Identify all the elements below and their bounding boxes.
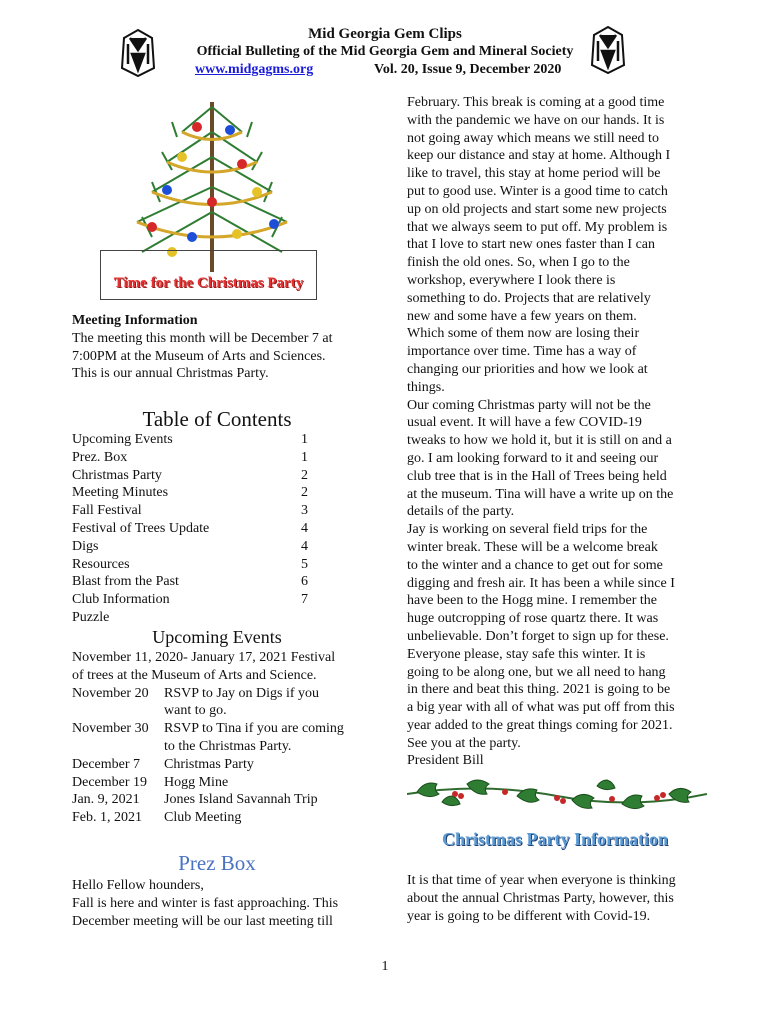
letter-line: that we always seem to put off. My problem is [407,219,668,235]
society-logo-right-icon [588,25,628,75]
toc-entry[interactable]: Club Information 7 [72,592,308,608]
toc-heading: Table of Contents [142,407,292,431]
toc-entry[interactable]: Digs 4 [72,538,308,554]
volume-issue: Vol. 20, Issue 9, December 2020 [374,62,562,77]
event-row: to the Christmas Party. [164,738,292,754]
party-line: year is going to be different with Covid-19. [407,908,651,924]
event-row: Feb. 1, 2021 Club Meeting [72,810,242,826]
toc-entry[interactable]: Prez. Box 1 [72,449,308,465]
christmas-tree-icon [112,92,312,272]
letter-line: Which some of them now are losing their [407,326,640,342]
party-info-text [407,872,707,925]
meeting-information [72,312,362,383]
events-intro-line: of trees at the Museum of Arts and Science. [72,667,317,683]
meeting-line: The meeting this month will be December 7 at [72,330,333,346]
letter-line: importance over time. Time has a way of [407,344,637,360]
letter-line: in there and beat this thing. 2021 is going to be [407,682,671,698]
letter-line: finish the old ones. So, when I go to the [407,255,630,271]
letter-line: like to travel, this stay at home period will be [407,166,661,182]
prez-line: December meeting will be our last meeting till [72,913,333,929]
letter-line: things. [407,379,445,395]
event-row: December 7 Christmas Party [72,756,254,772]
letter-line: changing our priorities and how we look at [407,361,648,377]
letter-line: year added to the great things coming for 2021. [407,717,673,733]
page-number: 1 [381,959,389,974]
website-link[interactable]: www.midgagms.org [195,62,314,77]
letter-line: at the museum. Tina will have a write up on the [407,486,674,502]
newsletter-title: Mid Georgia Gem Clips [308,26,462,42]
letter-line: Jay is working on several field trips for the [407,522,648,538]
christmas-party-banner: Time for the Christmas Party [113,275,304,291]
meeting-line: 7:00PM at the Museum of Arts and Sciences. [72,348,326,364]
party-line: about the annual Christmas Party, however, this [407,890,674,906]
letter-line: going to be along one, but we all need to hang [407,664,666,680]
party-info-heading: Christmas Party Information [442,829,668,849]
meeting-line: This is our annual Christmas Party. [72,366,269,382]
toc-entry[interactable]: Resources 5 [72,556,308,572]
toc-entry[interactable]: Upcoming Events 1 [72,432,308,447]
letter-line: club tree that is in the Hall of Trees being held [407,468,667,484]
letter-line: to the winter and a chance to get out for some [407,557,663,573]
toc-entry[interactable]: Meeting Minutes 2 [72,485,308,501]
letter-line: workshop, everywhere I look there is [407,272,616,288]
event-row: want to go. [164,703,227,719]
president-letter [407,94,707,770]
letter-line: that I love to start new ones faster than I can [407,237,656,253]
event-row: December 19 Hogg Mine [72,774,229,790]
toc-entry[interactable]: Festival of Trees Update 4 [72,520,308,536]
prez-box-text [72,877,372,930]
events-intro-line: November 11, 2020- January 17, 2021 Festival [72,650,336,665]
letter-line: something to do. Projects that are relatively [407,290,651,306]
letter-line: keep our distance and stay at home. Although I [407,148,671,164]
letter-line: See you at the party. [407,735,521,751]
toc-entry[interactable]: Puzzle [72,609,110,625]
letter-line: usual event. It will have a few COVID-19 [407,415,642,431]
letter-line: digging and fresh air. It has been a while since I [407,575,675,591]
letter-line: go. I am looking forward to it and seeing our [407,450,659,466]
letter-line: Everyone please, stay safe this winter. It is [407,646,646,662]
letter-line: new and some have a few years on them. [407,308,637,324]
meeting-heading: Meeting Information [72,313,198,328]
prez-line: Fall is here and winter is fast approaching. This [72,895,339,911]
toc-entry[interactable]: Fall Festival 3 [72,503,308,519]
newsletter-subtitle: Official Bulleting of the Mid Georgia Gem and Mineral Society [196,44,574,59]
letter-line: a big year with all of what was put off from this [407,700,675,716]
holly-garland-icon [407,774,707,816]
upcoming-events [72,649,367,827]
event-row: November 20 RSVP to Jay on Digs if you [72,685,320,701]
letter-line: up on old projects and start some new projects [407,201,667,217]
event-row: November 30 RSVP to Tina if you are coming [72,721,344,737]
letter-line: put to good use. Winter is a good time to catch [407,183,668,199]
letter-line: winter break. These will be a welcome break [407,539,658,555]
letter-line: tweaks to how we hold it, but it is still on and a [407,433,672,449]
society-logo-left-icon [118,28,158,78]
prez-box-heading: Prez Box [178,851,256,875]
letter-line: huge outcropping of rose quartz there. It was [407,611,659,627]
party-line: It is that time of year when everyone is thinking [407,873,676,888]
letter-line: unbelievable. Don’t forget to sign up for these. [407,628,669,644]
letter-line: President Bill [407,753,484,769]
letter-line: have been to the Hogg mine. I remember the [407,593,657,609]
letter-line: Our coming Christmas party will not be the [407,397,651,413]
toc-entry[interactable]: Christmas Party 2 [72,467,308,483]
events-heading: Upcoming Events [152,627,282,647]
prez-line: Hello Fellow hounders, [72,878,204,893]
event-row: Jan. 9, 2021 Jones Island Savannah Trip [72,792,318,808]
letter-line: details of the party. [407,504,515,520]
letter-line: with the pandemic we have on our hands. It is [407,112,665,128]
table-of-contents [72,431,308,627]
toc-entry[interactable]: Blast from the Past 6 [72,574,308,590]
letter-line: February. This break is coming at a good time [407,95,665,110]
letter-line: not going away which means we still need to [407,130,659,146]
